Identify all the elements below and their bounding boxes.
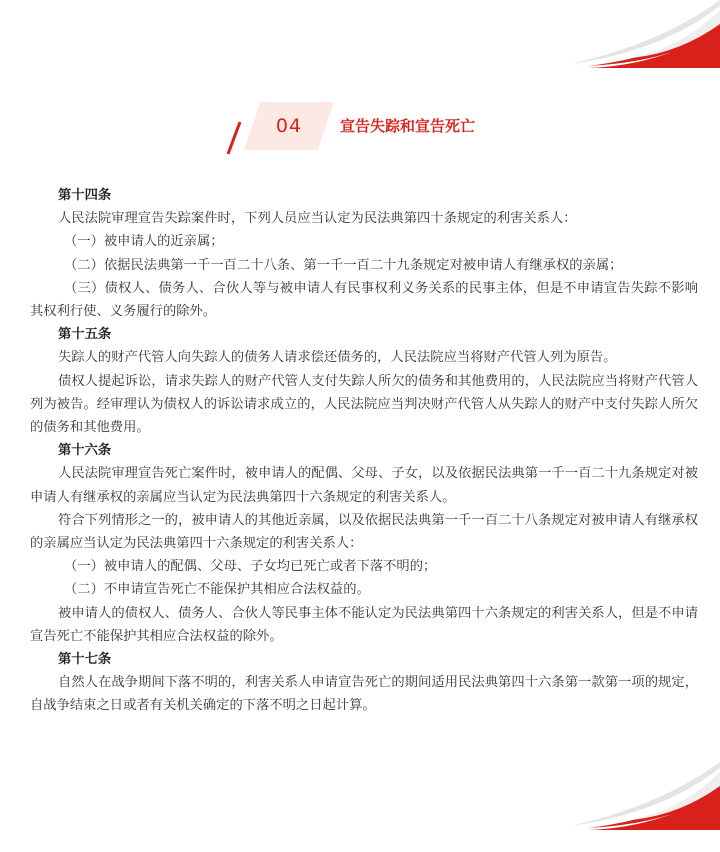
article-heading: 第十五条	[58, 327, 112, 343]
red-slash-accent	[224, 120, 244, 156]
article-heading: 第十六条	[58, 443, 112, 459]
section-number: 04	[275, 115, 303, 137]
article-15	[30, 323, 698, 439]
article-list-item: （二）不申请宣告死亡不能保护其相应合法权益的。	[64, 582, 370, 598]
article-paragraph: 人民法院审理宣告失踪案件时，下列人员应当认定为民法典第四十条规定的利害关系人：	[58, 211, 577, 227]
article-paragraph: 人民法院审理宣告死亡案件时，被申请人的配偶、父母、子女，以及依据民法典第一千一百二十九条规定对被申请人有继承权的亲属应当认定为民法典第四十六条规定的利害关系人。	[30, 466, 698, 505]
article-paragraph: 自然人在战争期间下落不明的，利害关系人申请宣告死亡的期间适用民法典第四十六条第一款第一项的规定，自战争结束之日或者有关机关确定的下落不明之日起计算。	[30, 675, 698, 714]
article-17	[30, 648, 698, 718]
section-title: 宣告失踪和宣告死亡	[340, 117, 476, 135]
corner-swoosh-bottom	[420, 762, 720, 852]
article-paragraph: 符合下列情形之一的，被申请人的其他近亲属，以及依据民法典第一千一百二十八条规定对被申请人有继承权的亲属应当认定为民法典第四十六条规定的利害关系人：	[30, 512, 698, 552]
section-header	[0, 98, 720, 158]
article-list-item: （三）债权人、债务人、合伙人等与被申请人有民事权利义务关系的民事主体，但是不申请宣告失踪不影响其权利行使、义务履行的除外。	[30, 280, 698, 320]
article-paragraph: 债权人提起诉讼，请求失踪人的财产代管人支付失踪人所欠的债务和其他费用的，人民法院应当将财产代管人列为被告。经审理认为债权人的诉讼请求成立的，人民法院应当判决财产代管人从失踪人的财产中支付失踪人所欠的债务和其他费用。	[30, 373, 698, 436]
article-14	[30, 184, 698, 323]
article-list-item: （一）被申请人的近亲属；	[64, 234, 224, 250]
article-16	[30, 439, 698, 648]
article-list-item: （一）被申请人的配偶、父母、子女均已死亡或者下落不明的；	[64, 559, 437, 575]
article-heading: 第十四条	[58, 188, 112, 203]
article-list-item: （二）依据民法典第一千一百二十八条、第一千一百二十九条规定对被申请人有继承权的亲属；	[64, 257, 623, 273]
article-body	[30, 184, 698, 718]
corner-swoosh-top	[420, 0, 720, 90]
article-paragraph: 被申请人的债权人、债务人、合伙人等民事主体不能认定为民法典第四十六条规定的利害关系人，但是不申请宣告死亡不能保护其相应合法权益的除外。	[30, 605, 698, 644]
article-heading: 第十七条	[58, 652, 112, 668]
article-paragraph: 失踪人的财产代管人向失踪人的债务人请求偿还债务的，人民法院应当将财产代管人列为原告。	[58, 350, 617, 366]
